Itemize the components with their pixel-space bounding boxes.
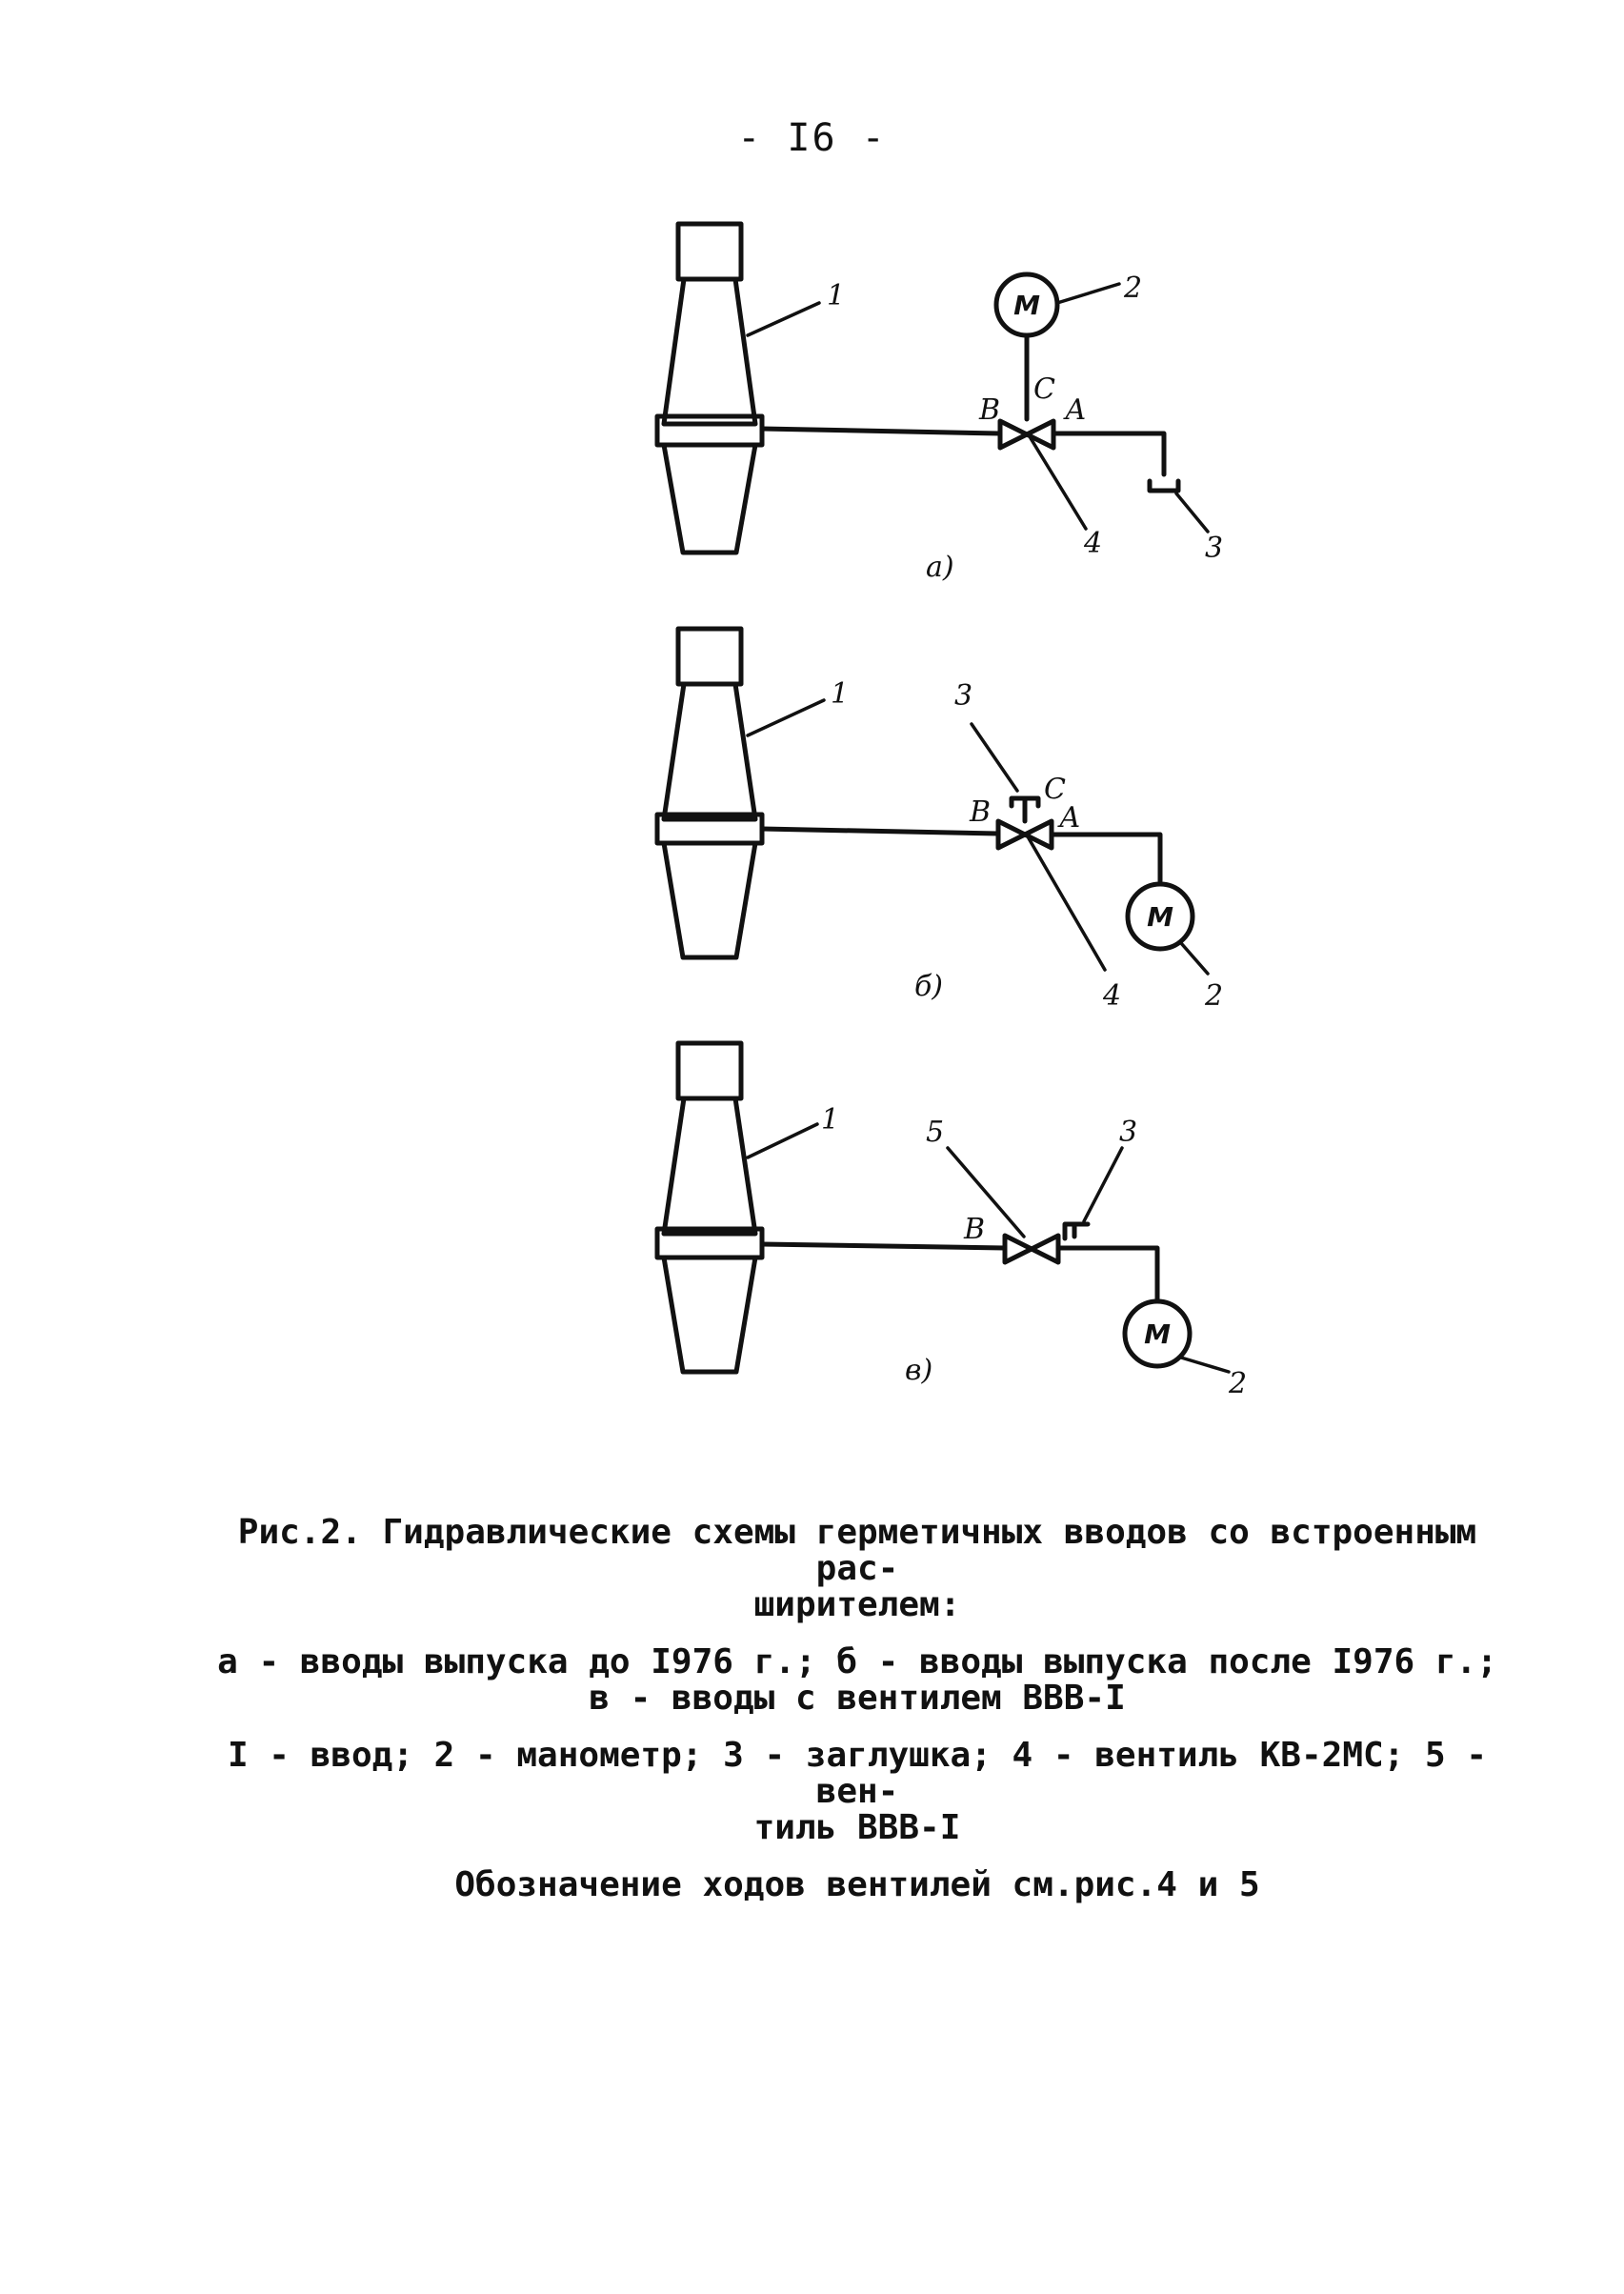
pipe-a <box>762 429 1000 433</box>
caption-title <box>190 1515 1524 1623</box>
caption-legend-line1: а - вводы выпуска до I976 г.; б - вводы выпуска после I976 г.; <box>217 1642 1497 1681</box>
label-port-a-a: А <box>1065 393 1087 427</box>
bushing-a <box>657 224 762 553</box>
panel-label-b: б) <box>914 970 944 1003</box>
manometer-a-label: М <box>1013 290 1040 321</box>
page-number: - I6 - <box>737 116 887 160</box>
caption-legend-line2: в - вводы с вентилем ВВВ-I <box>589 1679 1126 1718</box>
bushing-v <box>657 1043 762 1372</box>
label-plug-v: 3 <box>1119 1116 1138 1149</box>
label-valve-a: 4 <box>1084 527 1103 560</box>
panel-label-a: а) <box>926 551 954 584</box>
label-gauge-v: 2 <box>1229 1367 1248 1400</box>
label-gauge-b: 2 <box>1205 979 1224 1013</box>
caption-note: Обозначение ходов вентилей см.рис.4 и 5 <box>454 1865 1260 1904</box>
manometer-b-label: М <box>1147 901 1173 933</box>
valve-v <box>1005 1236 1058 1262</box>
figure-caption <box>190 1515 1524 1924</box>
pipe-v-right <box>1058 1248 1157 1300</box>
label-gauge-a: 2 <box>1124 272 1143 305</box>
caption-parts <box>190 1738 1524 1846</box>
pipe-b <box>762 829 998 834</box>
diagram-a <box>657 224 1223 584</box>
label-bushing-a: 1 <box>827 279 846 312</box>
label-port-b-v: В <box>964 1213 986 1246</box>
label-valve-v: 5 <box>926 1116 945 1149</box>
plug-a <box>1150 481 1178 491</box>
label-bushing-v: 1 <box>821 1103 840 1137</box>
label-port-c-b: С <box>1044 773 1066 806</box>
label-port-c-a: С <box>1033 372 1055 406</box>
label-bushing-b: 1 <box>831 677 850 711</box>
label-plug-a: 3 <box>1205 532 1224 565</box>
panel-label-v: в) <box>905 1354 933 1387</box>
label-port-a-b: А <box>1059 801 1081 835</box>
caption-parts-line2: тиль ВВВ-I <box>753 1808 961 1847</box>
pipe-a-right <box>1053 433 1164 474</box>
caption-parts-line1: I - ввод; 2 - манометр; 3 - заглушка; 4 - вентиль КВ-2МС; 5 - вен- <box>227 1736 1488 1811</box>
label-valve-b: 4 <box>1103 979 1122 1013</box>
caption-title-line2: ширителем: <box>753 1585 961 1624</box>
valve-a <box>1000 421 1053 448</box>
pipe-b-right <box>1052 835 1160 881</box>
plug-v <box>1065 1224 1088 1238</box>
valve-b <box>998 821 1052 848</box>
manometer-v-label: М <box>1144 1318 1171 1350</box>
label-plug-b: 3 <box>954 679 973 713</box>
diagram-v <box>657 1043 1247 1400</box>
label-port-b-a: В <box>979 393 1001 427</box>
diagram-b <box>657 629 1223 1013</box>
caption-legend <box>190 1644 1524 1717</box>
label-port-b-b: В <box>970 795 992 829</box>
bushing-b <box>657 629 762 957</box>
caption-title-line1: Рис.2. Гидравлические схемы герметичных вводов со встроенным рас- <box>237 1513 1477 1588</box>
